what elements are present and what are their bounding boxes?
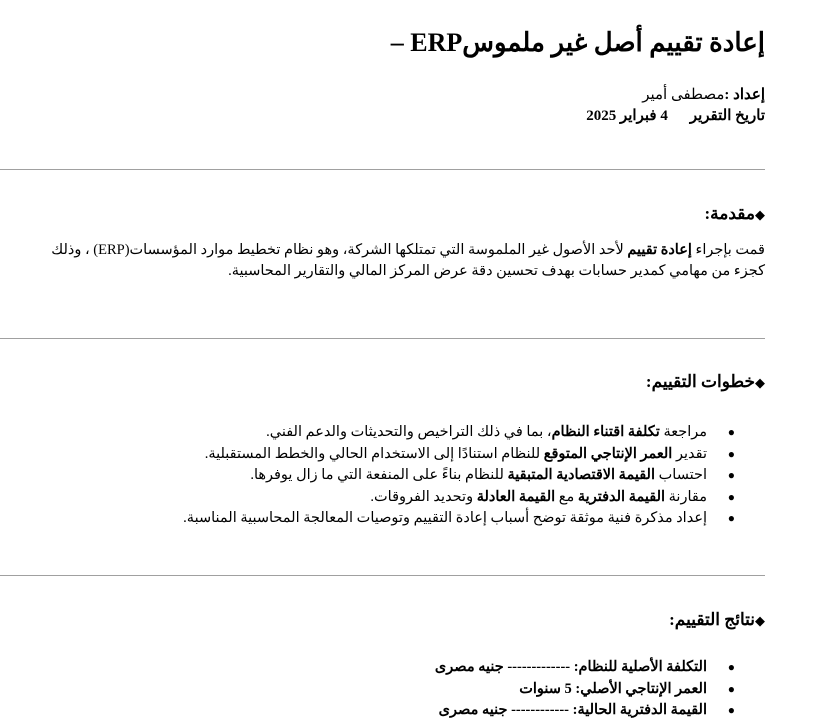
section-divider [0,338,765,339]
results-heading-text: نتائج التقييم: [669,610,755,629]
report-date-label: تاريخ التقرير [689,108,765,124]
intro-paragraph [45,240,765,282]
steps-heading [646,372,765,392]
report-date-line [586,106,765,127]
intro-text-bold: إعادة تقييم [627,242,692,258]
diamond-icon: ◆ [755,375,765,390]
intro-heading [704,204,765,224]
diamond-icon: ◆ [755,613,765,628]
intro-heading-text: مقدمة: [704,204,755,223]
document-title: إعادة تقييم أصل غير ملموسERP – [390,28,765,57]
list-item: ● مقارنة القيمة الدفترية مع القيمة العادلة وتحديد الفروقات. [370,488,735,505]
intro-text-start: قمت بإجراء [691,242,765,258]
list-item: ● التكلفة الأصلية للنظام: ------------- جنيه مصرى [434,659,735,675]
prepared-by-label: إعداد : [724,87,765,103]
document-meta [586,85,765,127]
results-list [434,657,735,722]
prepared-by-name: مصطفى أمير [642,87,725,103]
diamond-icon: ◆ [755,207,765,222]
steps-heading-text: خطوات التقييم: [645,372,755,391]
steps-list [183,422,735,530]
list-item: ● مراجعة تكلفة اقتناء النظام، بما في ذلك التراخيص والتحديثات والدعم الفني. [266,424,735,440]
list-item: ● العمر الإنتاجي الأصلي: 5 سنوات [519,680,735,697]
list-item: ● القيمة الدفترية الحالية: ------------ جنيه مصرى [438,702,735,718]
prepared-by-line [586,85,765,106]
section-divider [0,169,765,170]
intro-text-end: لأحد الأصول غير الملموسة التي تمتلكها الشركة، وهو نظام تخطيط موارد المؤسسات(ERP) ، وذلك كجزء من مهامي كمدير حسابات بهدف تحسين دقة عرض المركز المالي والتقارير المحاسبية. [51,242,765,279]
list-item: ● احتساب القيمة الاقتصادية المتبقية للنظام بناءً على المنفعة التي ما زال يوفرها. [250,467,735,483]
list-item: ● تقدير العمر الإنتاجي المتوقع للنظام استنادًا إلى الاستخدام الحالي والخطط المستقبلية. [204,445,735,462]
section-divider [0,575,765,576]
list-item: ● إعداد مذكرة فنية موثقة توضح أسباب إعادة التقييم وتوصيات المعالجة المحاسبية المناسبة. [183,510,735,526]
results-heading [669,610,765,630]
report-date-value: 4 فبراير 2025 [586,108,668,124]
